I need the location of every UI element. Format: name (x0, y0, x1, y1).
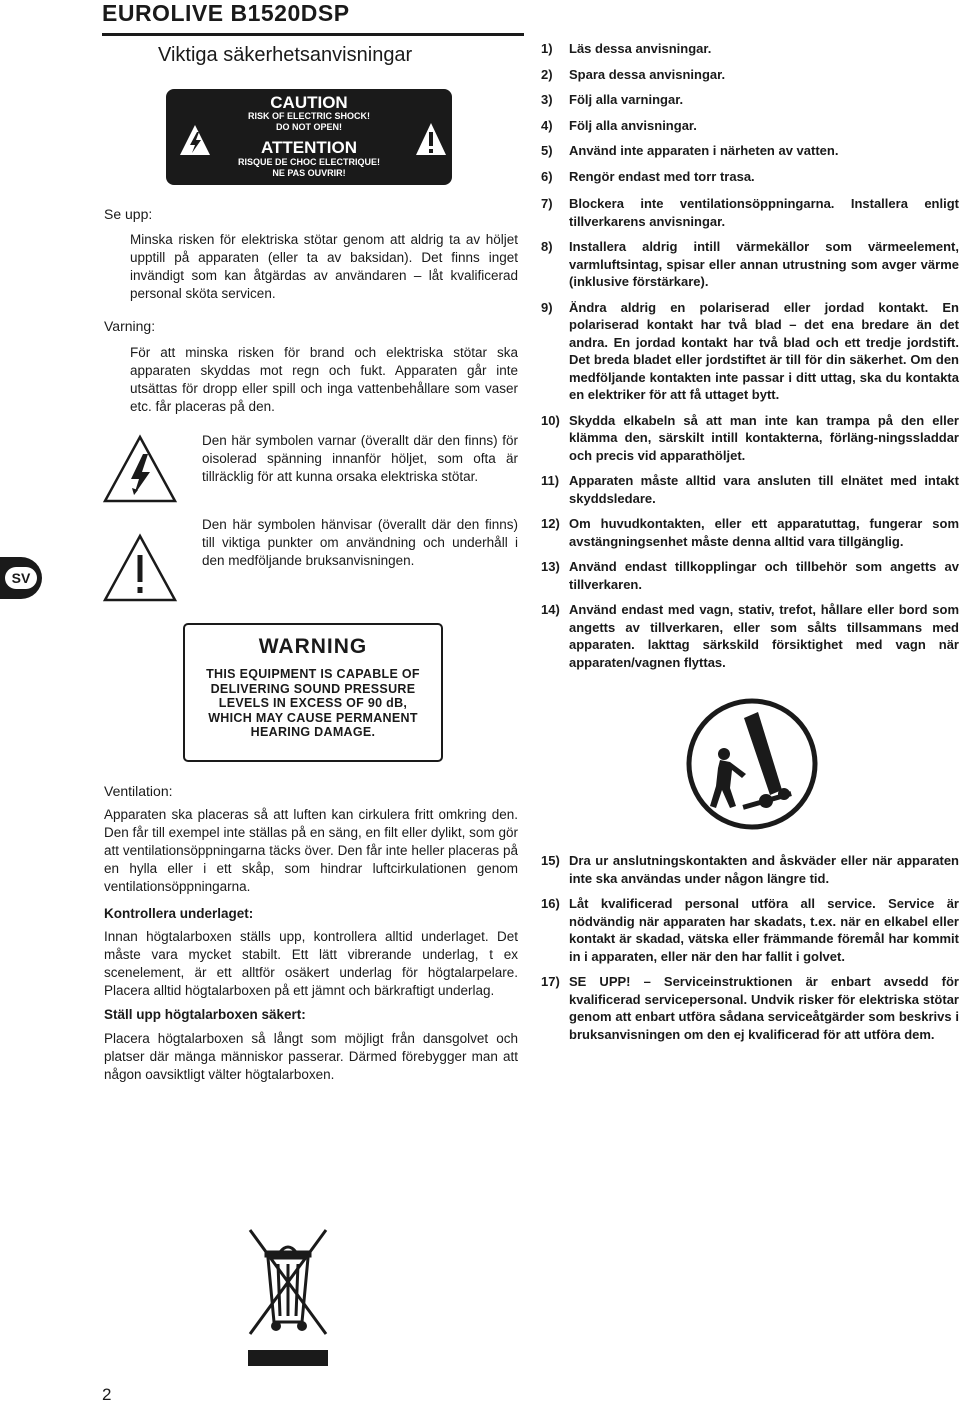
caution-title: CAUTION (270, 93, 348, 112)
attention-sub2: NE PAS OUVRIR! (272, 168, 346, 178)
instruction-number: 15) (541, 853, 560, 868)
warning-title: WARNING (258, 635, 368, 658)
instruction-item (541, 117, 959, 135)
instruction-item (541, 558, 959, 593)
instruction-list-continued (541, 852, 959, 1051)
instruction-text: Dra ur anslutningskontakten and åskväder eller när apparaten inte ska användas under någon längre tid. (569, 853, 959, 886)
instruction-text: SE UPP! – Serviceinstruktionen är enbart avsedd för kvalificerad servicepersonal. Undvik risker för elektriska stötar genom att enbart utföra sådana serviceåtgärder som beskrivs i bruksanvisningen om den ej kvalificerad för att utföra dem. (569, 974, 959, 1042)
instruction-item (541, 142, 959, 160)
instruction-item (541, 973, 959, 1043)
warning-box (183, 623, 443, 762)
instruction-item (541, 472, 959, 507)
instruction-item (541, 412, 959, 465)
instruction-text: Använd inte apparaten i närheten av vatten. (569, 143, 839, 158)
caution-sub1: RISK OF ELECTRIC SHOCK! (247, 111, 370, 121)
varning-text: För att minska risken för brand och elektriska stötar ska apparaten skyddas mot regn och fukt. Apparaten går inte utsättas för dropp eller spill och inga vattenbehållare som vaser etc. får placeras på den. (130, 345, 518, 414)
instruction-number: 6) (541, 168, 553, 184)
attention-title: ATTENTION (260, 138, 357, 157)
instruction-item (541, 238, 959, 291)
instruction-item (541, 168, 959, 186)
page-number: 2 (102, 1385, 112, 1404)
warning-text: THIS EQUIPMENT IS CAPABLE OF DELIVERING SOUND PRESSURE LEVELS IN EXCESS OF 90 dB, WHICH MAY CAUSE PERMANENT HEARING DAMAGE. (206, 667, 420, 739)
caution-sub2: DO NOT OPEN! (275, 122, 342, 132)
stall-upp-text: Placera högtalarboxen så långt som möjligt från dansgolvet och platser där mänga människor passerar. Därmed förebygger man att någon oavsiktligt välter högtalarboxen. (104, 1031, 518, 1082)
instruction-number: 3) (541, 92, 553, 107)
instruction-item (541, 895, 959, 965)
instruction-number: 12) (541, 516, 560, 531)
instruction-number: 9) (541, 299, 553, 315)
language-tab (0, 557, 42, 599)
instruction-number: 16) (541, 896, 560, 911)
instruction-item (541, 66, 959, 84)
instruction-text: Följ alla varningar. (569, 92, 684, 107)
crossed-bin-icon (244, 1222, 332, 1368)
lightning-warning-icon (102, 434, 178, 504)
page-heading: Viktiga säkerhetsanvisningar (158, 44, 413, 66)
instruction-number: 7) (541, 196, 553, 211)
instruction-item (541, 299, 959, 404)
exclamation-warning-icon (102, 533, 178, 603)
se-upp-text: Minska risken för elektriska stötar genom att aldrig ta av höljet upptill på apparaten (eller ta av baksidan). Det finns inget invändigt som kan åtgärdas av användaren – låt kvalificerad personal sköta servicen. (130, 232, 518, 301)
attention-sub1: RISQUE DE CHOC ELECTRIQUE! (237, 157, 380, 167)
instruction-item (541, 852, 959, 887)
document-title: EUROLIVE B1520DSP (102, 0, 350, 26)
instruction-number: 10) (541, 412, 560, 428)
lightning-symbol-text: Den här symbolen varnar (överallt där den finns) för oisolerad spänning innanför höljet, som ofta är tillräcklig för att kunna orsaka elektriska stötar. (202, 433, 518, 484)
instruction-number: 13) (541, 559, 560, 574)
instruction-item (541, 195, 959, 230)
instruction-number: 8) (541, 239, 553, 254)
varning-label: Varning: (104, 318, 156, 334)
instruction-text: Om huvudkontakten, eller ett apparatuttag, fungerar som avstängningsenhet måste denna alltid vara tillgänglig. (569, 516, 959, 549)
instruction-number: 5) (541, 143, 553, 158)
ventilation-label: Ventilation: (104, 783, 173, 799)
language-tab-label: SV (5, 567, 37, 589)
instruction-number: 1) (541, 41, 553, 56)
instruction-text: Följ alla anvisningar. (569, 117, 697, 133)
caution-label (166, 89, 452, 185)
instruction-text: Spara dessa anvisningar. (569, 66, 726, 82)
instruction-item (541, 40, 959, 58)
instruction-number: 14) (541, 602, 560, 617)
instruction-item (541, 601, 959, 671)
exclamation-symbol-text: Den här symbolen hänvisar (överallt där den finns) till viktiga punkter om användning och underhåll i den medföljande bruksanvisningen. (202, 517, 518, 568)
instruction-text: Låt kvalificerad personal utföra all service. Service är nödvändig när apparaten har skadats, t.ex. när en elkabel eller kontakt är skadad, vätska eller främmande föremål har kommit in i apparaten, eller när den har fallit i golvet. (569, 896, 959, 964)
kontrollera-label: Kontrollera underlaget: (104, 906, 254, 921)
instruction-text: Ändra aldrig en polariserad eller jordad kontakt. En polariserad kontakt har två blad – det ena bredare än det andra. En jordad kontakt har två blad och ett tredje jordstift. Det breda bladet eller jordstiftet är till för din säkerhet. Om den medföljande kontakten inte passar i ditt uttag, ska du kontakta en elektriker för att få uttaget bytt. (569, 299, 959, 402)
instruction-number: 11) (541, 473, 560, 488)
instruction-number: 2) (541, 66, 553, 82)
instruction-number: 17) (541, 974, 560, 989)
stall-upp-label: Ställ upp högtalarboxen säkert: (104, 1007, 306, 1022)
instruction-text: Blockera inte ventilationsöppningarna. Installera enligt tillverkarens anvisningar. (569, 196, 959, 229)
ventilation-text: Apparaten ska placeras så att luften kan cirkulera fritt omkring den. Den får till exempel inte ställas på en säng, en filt eller dylikt, som gör att ventilationsöppningarna täcks över. Den får inte heller placeras på en hylla eller i ett skåp, som hindrar luftcirkulationen genom ventilationsöppningarna. (104, 807, 518, 894)
instruction-text: Skydda elkabeln så att man inte kan trampa på den eller klämma den, särskilt intill kontakterna, förläng-ningssladdar och precis vid apparathöljet. (569, 412, 959, 463)
instruction-text: Rengör endast med torr trasa. (569, 168, 755, 184)
se-upp-label: Se upp: (104, 206, 153, 222)
instruction-number: 4) (541, 117, 553, 133)
instruction-text: Installera aldrig intill värmekällor som värmeelement, varmluftsintag, spisar eller annan utrustning som avger värme (inklusive förstärkare). (569, 239, 959, 289)
cart-tipover-icon (684, 698, 820, 830)
instruction-text: Apparaten måste alltid vara ansluten till elnätet med intakt skyddsledare. (569, 473, 959, 506)
instruction-list (541, 40, 959, 679)
instruction-text: Använd endast med vagn, stativ, trefot, hållare eller bord som angetts av tillverkaren, eller som sålts tillsammans med apparaten. lakttag särkskild försiktighet med vagn när apparaten/vagnen flyttas. (569, 602, 959, 670)
instruction-text: Använd endast tillkopplingar och tillbehör som angetts av tillverkaren. (569, 559, 959, 592)
instruction-text: Läs dessa anvisningar. (569, 41, 712, 56)
instruction-item (541, 515, 959, 550)
kontrollera-text: Innan högtalarboxen ställs upp, kontrollera alltid underlaget. Det måste vara mycket stabilt. Ett lätt vibrerande underlag, t ex scenelement, är ett alltför osäkert underlag för högtalarpelare. Placera alltid högtalarboxen på ett jämnt och bärkraftigt underlag. (104, 929, 518, 998)
header-rule (102, 33, 524, 36)
instruction-item (541, 91, 959, 109)
